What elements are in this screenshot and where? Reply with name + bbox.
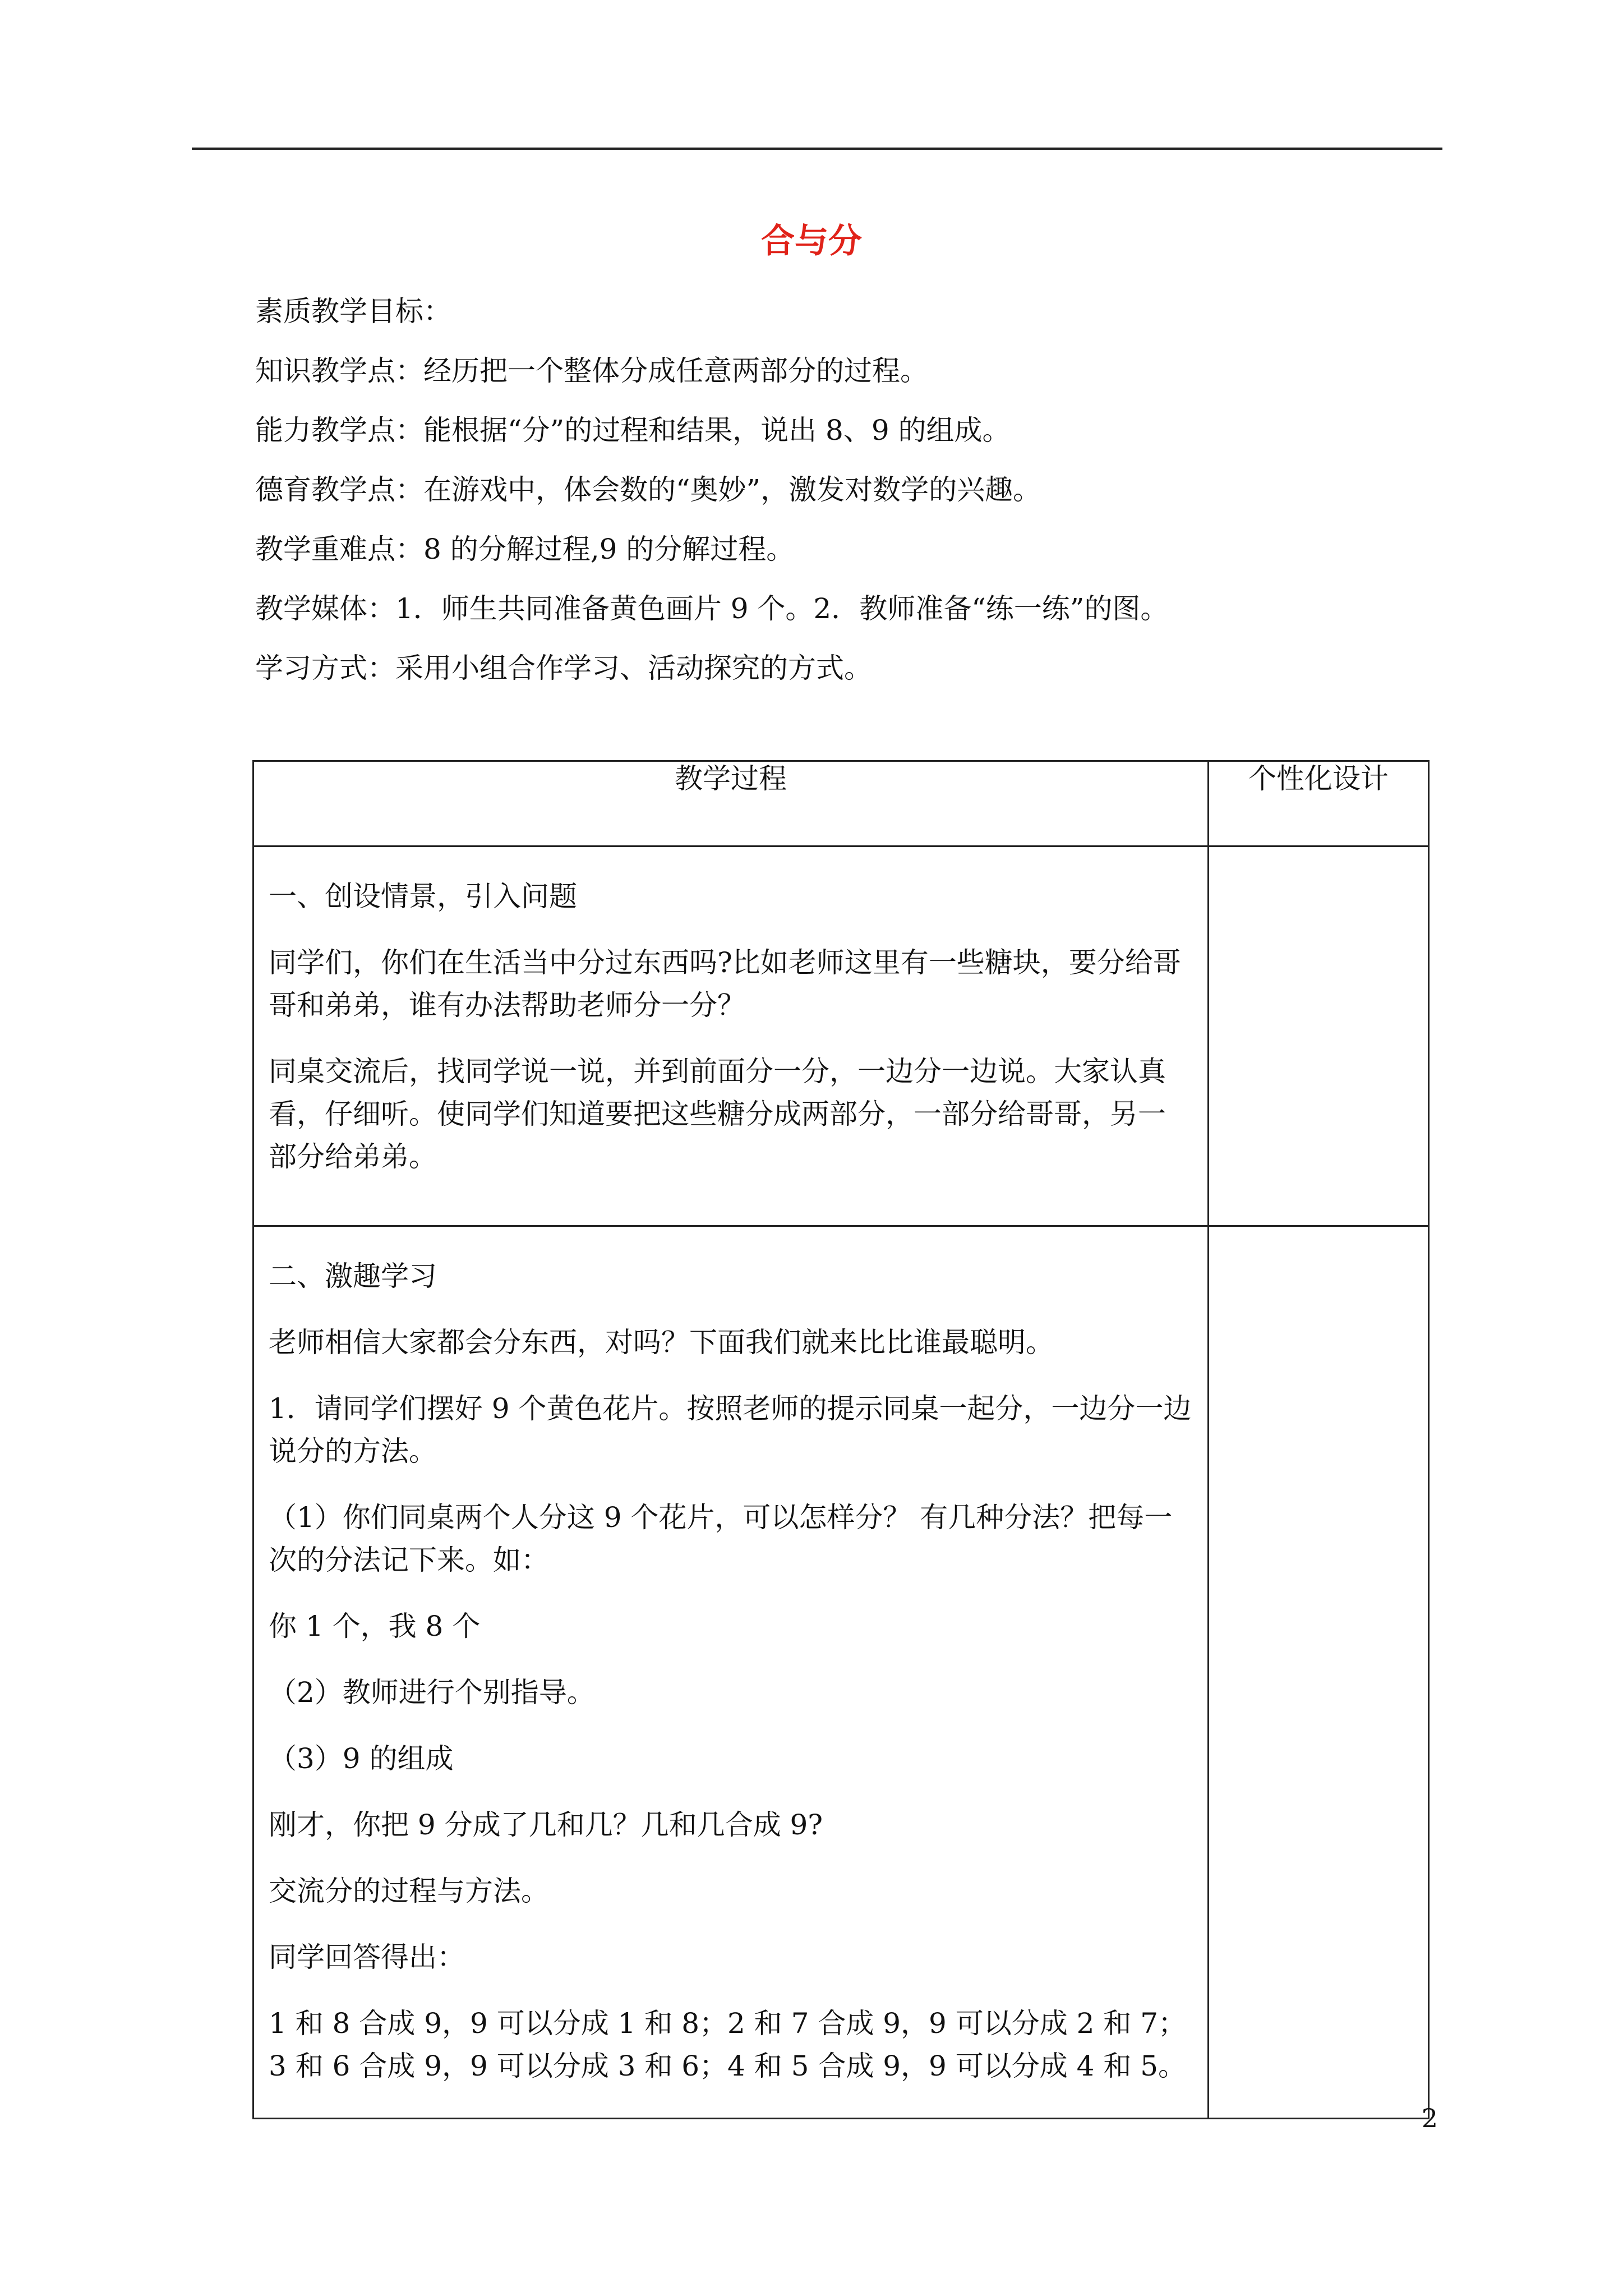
document-title: 合与分 [761, 222, 862, 261]
page-number: 2 [1421, 2103, 1438, 2133]
header-personalized-design: 个性化设计 [1209, 761, 1429, 846]
intro-line: 知识教学点：经历把一个整体分成任意两部分的过程。 [255, 355, 928, 387]
section-2-cell [253, 1226, 1209, 2119]
section-paragraph: 同学回答得出： [269, 1941, 465, 1973]
section-paragraph: 1．请同学们摆好 9 个黄色花片。按照老师的提示同桌一起分，一边分一边说分的方法。 [269, 1392, 1192, 1467]
intro-line: 素质教学目标： [255, 295, 451, 328]
section-paragraph: 同桌交流后，找同学说一说，并到前面分一分，一边分一边说。大家认真看，仔细听。使同学们知道要把这些糖分成两部分，一部分给哥哥，另一部分给弟弟。 [269, 1055, 1166, 1173]
section-2-side-cell [1209, 1226, 1429, 2119]
section-paragraph: 1 和 8 合成 9，9 可以分成 1 和 8；2 和 7 合成 9，9 可以分成 2 和 7；3 和 6 合成 9，9 可以分成 3 和 6；4 和 5 合成 9，9 可以分成 4 和 5。 [269, 2007, 1187, 2082]
lesson-table [252, 760, 1430, 2119]
section-paragraph: （2）教师进行个别指导。 [269, 1676, 595, 1709]
section-paragraph: 刚才，你把 9 分成了几和几？几和几合成 9? [269, 1809, 823, 1841]
section-paragraph: （1）你们同桌两个人分这 9 个花片，可以怎样分？ 有几种分法？把每一次的分法记下来。如： [269, 1501, 1173, 1576]
section-paragraph: 你 1 个，我 8 个 [269, 1610, 481, 1642]
section-1-side-cell [1209, 846, 1429, 1226]
section-heading: 二、激趣学习 [269, 1260, 437, 1292]
table-row [253, 846, 1429, 1226]
intro-line: 能力教学点：能根据“分”的过程和结果，说出 8、9 的组成。 [255, 414, 1011, 447]
section-paragraph: （3）9 的组成 [269, 1742, 454, 1775]
intro-line: 学习方式：采用小组合作学习、活动探究的方式。 [255, 652, 872, 684]
intro-line: 教学重难点：8 的分解过程,9 的分解过程。 [255, 533, 795, 565]
header-rule [192, 148, 1442, 150]
intro-line: 教学媒体：1．师生共同准备黄色画片 9 个。2．教师准备“练一练”的图。 [255, 592, 1169, 625]
section-paragraph: 老师相信大家都会分东西，对吗？下面我们就来比比谁最聪明。 [269, 1326, 1054, 1359]
intro-section [255, 292, 1433, 708]
section-heading: 一、创设情景，引入问题 [269, 880, 577, 913]
header-teaching-process: 教学过程 [253, 761, 1209, 846]
intro-line: 德育教学点：在游戏中，体会数的“奥妙”，激发对数学的兴趣。 [255, 473, 1041, 506]
section-1-cell [253, 846, 1209, 1226]
section-paragraph: 交流分的过程与方法。 [269, 1875, 549, 1907]
table-row [253, 1226, 1429, 2119]
section-paragraph: 同学们，你们在生活当中分过东西吗?比如老师这里有一些糖块，要分给哥哥和弟弟，谁有办法帮助老师分一分？ [269, 946, 1181, 1022]
table-header-row [253, 761, 1429, 846]
